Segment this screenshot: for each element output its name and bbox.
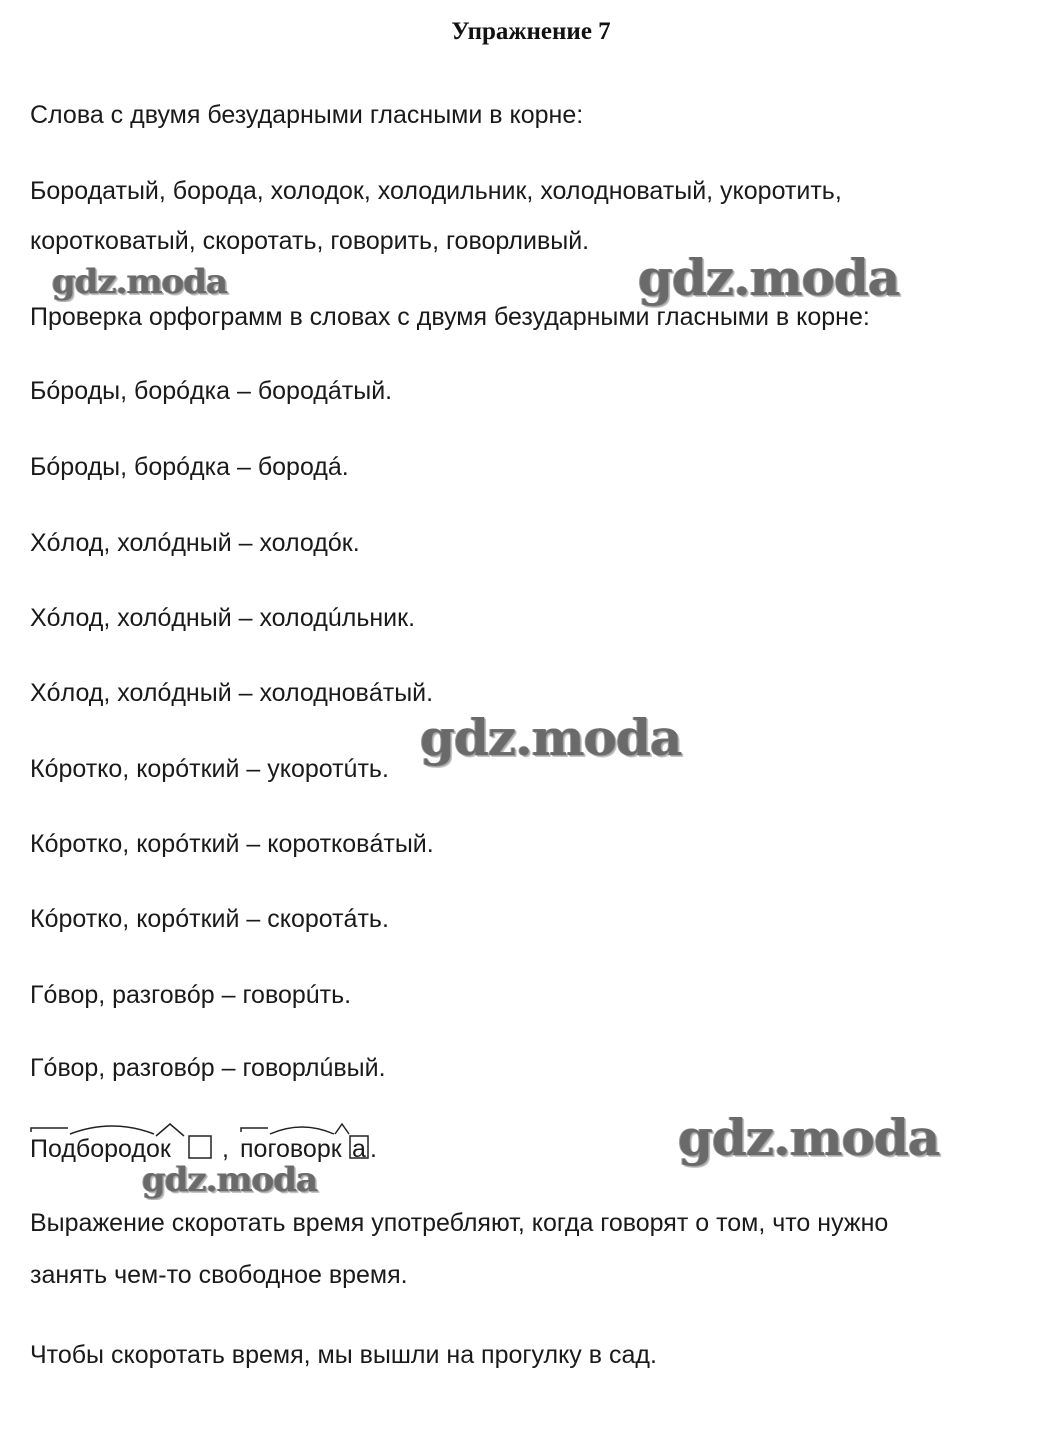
prefix-mark [31, 1128, 68, 1132]
check-line: Кóротко, корóткий – коротковáтый. [30, 830, 434, 858]
check-line: Кóротко, корóткий – скоротáть. [30, 905, 389, 933]
expression-line-2: занять чем-то свободное время. [30, 1261, 408, 1289]
morph-word2-ending: а [352, 1135, 366, 1163]
root-arc [270, 1127, 334, 1134]
watermark-logo: gdz.moda [52, 262, 228, 302]
watermark-logo: gdz.moda [420, 708, 682, 767]
intro-text: Слова с двумя безударными гласными в корне: [30, 101, 584, 129]
check-line: Гóвор, разговóр – говорúть. [30, 981, 352, 1009]
words-line-1: Бородатый, борода, холодок, холодильник, холодноватый, укоротить, [30, 177, 842, 205]
check-line: Гóвор, разговóр – говорлúвый. [30, 1054, 386, 1082]
check-line: Кóротко, корóткий – укоротúть. [30, 755, 389, 783]
check-heading: Проверка орфограмм в словах с двумя безударными гласными в корне: [30, 303, 870, 331]
exercise-title: Упражнение 7 [451, 18, 611, 45]
morph-word1: Подбородок [30, 1135, 171, 1163]
check-line: Хóлод, холóдный – холодóк. [30, 529, 360, 557]
suffix-mark [335, 1124, 349, 1134]
watermark-logo: gdz.moda [678, 1108, 940, 1167]
morph-word2-stem: поговорк [240, 1135, 342, 1163]
morph-end: . [370, 1135, 377, 1163]
morph-separator: , [222, 1135, 229, 1163]
check-line: Хóлод, холóдный – холодновáтый. [30, 679, 434, 707]
prefix-mark [241, 1128, 268, 1132]
watermark-logo: gdz.moda [638, 248, 900, 307]
check-line: Бóроды, борóдка – бородá. [30, 453, 349, 481]
words-line-2: коротковатый, скоротать, говорить, говорливый. [30, 227, 590, 255]
watermark-logo: gdz.moda [142, 1160, 318, 1200]
check-line: Бóроды, борóдка – бородáтый. [30, 377, 393, 405]
root-arc [70, 1126, 154, 1134]
null-ending-box [189, 1136, 211, 1158]
example-sentence: Чтобы скоротать время, мы вышли на прогулку в сад. [30, 1341, 657, 1369]
check-line: Хóлод, холóдный – холодúльник. [30, 604, 416, 632]
expression-line-1: Выражение скоротать время употребляют, когда говорят о том, что нужно [30, 1209, 889, 1237]
